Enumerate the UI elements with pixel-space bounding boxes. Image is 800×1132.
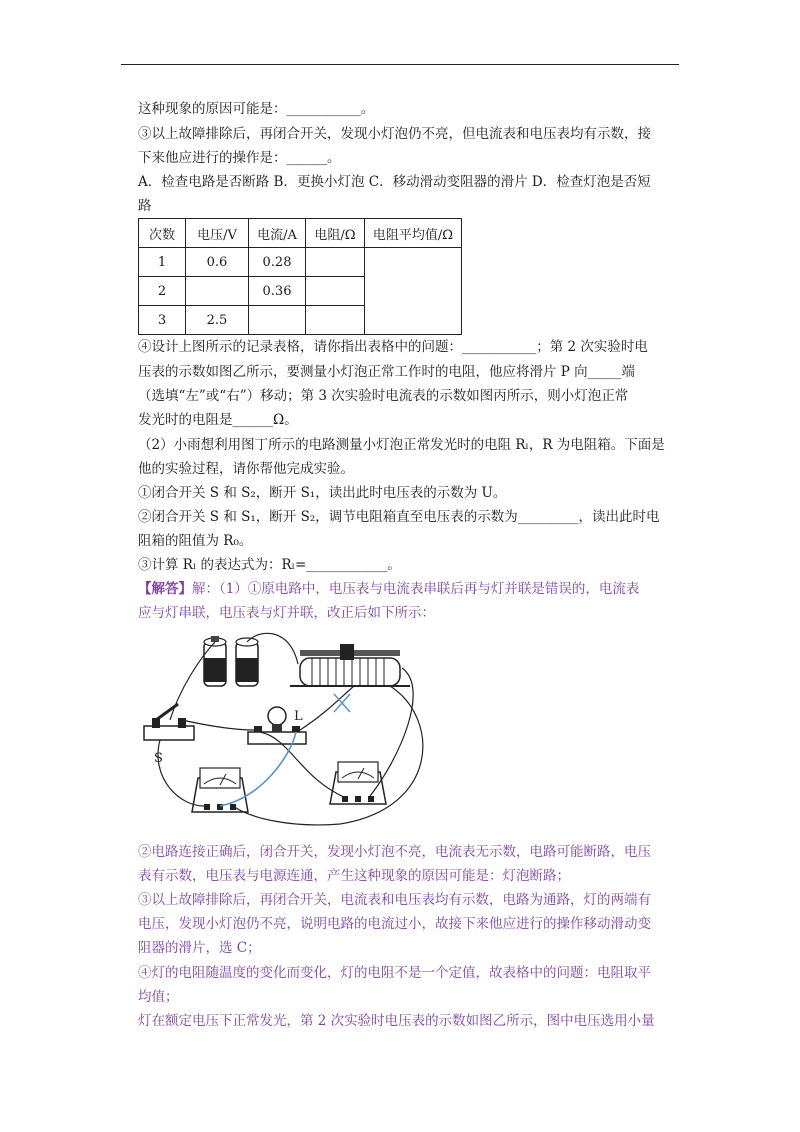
table-cell: 0.28 <box>249 248 306 277</box>
question-line-7: 压表的示数如图乙所示，要测量小灯泡正常工作时的电阻，他应将滑片 P 向_____端 <box>138 364 635 380</box>
table-cell <box>306 248 365 277</box>
question-line-8: （选填“左”或“右”）移动；第 3 次实验时电流表的示数如图丙所示，则小灯泡正常 <box>138 388 629 404</box>
table-header-cell: 电阻/Ω <box>306 219 365 248</box>
question-line-13: ②闭合开关 S 和 S₁，断开 S₂，调节电阻箱直至电压表的示数为_________，读出此时电 <box>138 509 660 525</box>
lamp-label: L <box>294 709 303 724</box>
question-line-3: 下来他应进行的操作是：______。 <box>138 150 341 166</box>
table-header-row <box>139 219 462 248</box>
answer-line-8: ④灯的电阻随温度的变化而变化，灯的电阻不是一个定值，故表格中的问题：电阻取平 <box>138 965 651 981</box>
table-header-cell: 电压/V <box>186 219 249 248</box>
table-cell <box>306 277 365 306</box>
table-cell <box>186 277 249 306</box>
table-cell: 0.36 <box>249 277 306 306</box>
table-cell: 3 <box>139 306 186 335</box>
table-cell <box>306 306 365 335</box>
question-line-15: ③计算 Rₗ 的表达式为：Rₗ=____________。 <box>138 557 401 573</box>
answer-line-3: ②电路连接正确后，闭合开关，发现小灯泡不亮，电流表无示数，电路可能断路，电压 <box>138 844 651 860</box>
question-line-11: 他的实验过程，请你帮他完成实验。 <box>138 461 354 477</box>
corrected-circuit-diagram <box>140 628 550 828</box>
header-rule <box>121 64 679 65</box>
record-table <box>138 218 462 335</box>
battery-2-icon <box>236 638 258 686</box>
switch-label: S <box>154 751 163 766</box>
question-line-6: ④设计上图所示的记录表格，请你指出表格中的问题：___________；第 2 次实验时电 <box>138 339 648 355</box>
rheostat-icon <box>290 644 410 686</box>
answer-line-10: 灯在额定电压下正常发光，第 2 次实验时电压表的示数如图乙所示，图中电压选用小量 <box>138 1013 655 1029</box>
table-header-cell: 次数 <box>139 219 186 248</box>
table-cell: 0.6 <box>186 248 249 277</box>
answer-line-9: 均值； <box>138 989 179 1005</box>
question-line-1: 这种现象的原因可能是：___________。 <box>138 101 375 117</box>
table-cell <box>249 306 306 335</box>
question-line-10: （2）小雨想利用图丁所示的电路测量小灯泡正常发光时的电阻 Rₗ，R 为电阻箱。下面是 <box>138 437 665 453</box>
answer-line-1-text: 解：（1）①原电路中，电压表与电流表串联后再与灯并联是错误的，电流表 <box>192 581 640 597</box>
answer-line-7: 阻器的滑片，选 C； <box>138 940 261 956</box>
battery-1-icon <box>204 636 226 686</box>
table-average-cell <box>365 248 462 335</box>
question-line-2: ③以上故障排除后，再闭合开关，发现小灯泡仍不亮，但电流表和电压表均有示数，接 <box>138 126 651 142</box>
table-header-cell: 电流/A <box>249 219 306 248</box>
table-header-cell: 电阻平均值/Ω <box>365 219 462 248</box>
answer-tag: 【解答】 <box>138 581 192 597</box>
answer-line-2: 应与灯串联，电压表与灯并联，改正后如下所示： <box>138 605 435 621</box>
question-line-4: A．检查电路是否断路 B．更换小灯泡 C．移动滑动变阻器的滑片 D．检查灯泡是否短 <box>138 174 651 190</box>
table-cell: 2.5 <box>186 306 249 335</box>
switch-icon <box>144 704 194 740</box>
table-cell: 1 <box>139 248 186 277</box>
ammeter-icon <box>330 762 386 804</box>
question-line-5: 路 <box>138 198 152 214</box>
question-line-9: 发光时的电阻是______Ω。 <box>138 412 298 428</box>
answer-line-1 <box>138 580 639 598</box>
question-line-12: ①闭合开关 S 和 S₂，断开 S₁，读出此时电压表的示数为 U。 <box>138 485 507 501</box>
table-cell: 2 <box>139 277 186 306</box>
answer-line-6: 电压，发现小灯泡仍不亮，说明电路的电流过小，故接下来他应进行的操作移动滑动变 <box>138 916 651 932</box>
answer-line-5: ③以上故障排除后，再闭合开关，电流表和电压表均有示数，电路为通路，灯的两端有 <box>138 892 651 908</box>
table-row <box>139 248 462 277</box>
answer-line-4: 表有示数，电压表与电源连通，产生这种现象的原因可能是：灯泡断路； <box>138 868 570 884</box>
question-line-14: 阻箱的阻值为 R₀。 <box>138 533 253 549</box>
